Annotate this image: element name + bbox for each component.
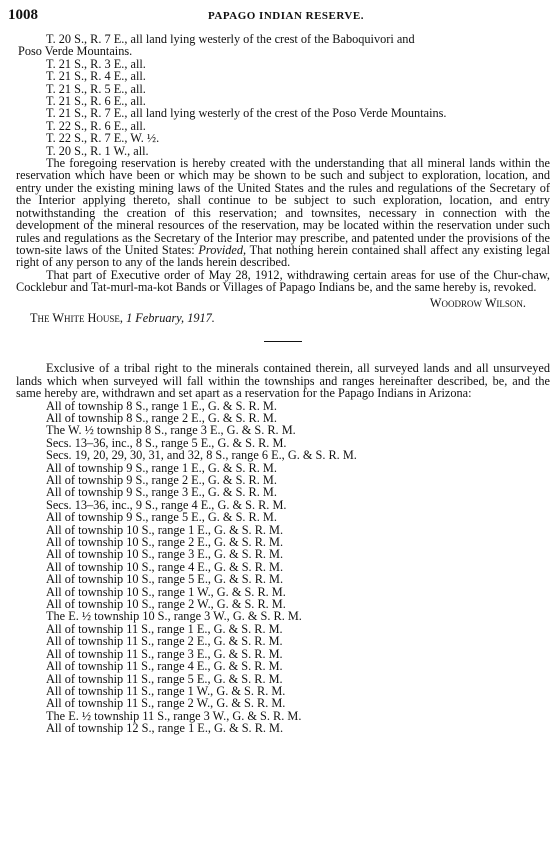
land-item: Secs. 13–36, inc., 9 S., range 4 E., G. & S. R. M. — [46, 497, 287, 512]
land-item: All of township 10 S., range 2 E., G. & S. R. M. — [46, 535, 284, 550]
township-item: T. 21 S., R. 3 E., all. — [46, 56, 146, 71]
running-title: PAPAGO INDIAN RESERVE. — [208, 10, 364, 22]
place-and-date — [16, 312, 550, 324]
land-item: All of township 9 S., range 5 E., G. & S. R. M. — [46, 510, 277, 525]
land-item: All of township 10 S., range 2 W., G. & S. R. M. — [46, 597, 286, 612]
land-item: All of township 11 S., range 2 W., G. & S. R. M. — [46, 696, 286, 711]
mineral-lands-paragraph — [16, 157, 550, 269]
land-list — [16, 400, 550, 735]
land-item: All of township 10 S., range 1 W., G. & S. R. M. — [46, 584, 286, 599]
township-item: T. 21 S., R. 4 E., all. — [46, 69, 146, 84]
land-item: All of township 10 S., range 5 E., G. & S. R. M. — [46, 572, 284, 587]
land-item: The E. ½ township 11 S., range 3 W., G. & S. R. M. — [46, 708, 302, 723]
land-item: All of township 9 S., range 2 E., G. & S. R. M. — [46, 473, 277, 487]
land-item: The E. ½ township 10 S., range 3 W., G. & S. R. M. — [46, 609, 302, 624]
land-item: All of township 9 S., range 1 E., G. & S. R. M. — [46, 460, 277, 475]
land-item: The W. ½ township 8 S., range 3 E., G. & S. R. M. — [46, 423, 296, 438]
land-item: All of township 8 S., range 2 E., G. & S. R. M. — [46, 410, 277, 425]
revocation-paragraph: That part of Executive order of May 28, 1912, withdrawing certain areas for use of the Chur-chaw, Cocklebur and Tat-murl-ma-kot Bands or Villages of Papago Indians be, and the same hereby is, revoked. — [16, 267, 550, 295]
land-item: All of township 11 S., range 5 E., G. & S. R. M. — [46, 671, 283, 686]
township-line-continuation: Poso Verde Mountains. — [18, 44, 133, 59]
land-item: All of township 11 S., range 1 W., G. & S. R. M. — [46, 683, 286, 698]
township-item: T. 21 S., R. 6 E., all. — [46, 94, 146, 109]
land-item: All of township 11 S., range 1 E., G. & S. R. M. — [46, 621, 283, 636]
page-number: 1008 — [8, 7, 38, 23]
withdrawal-intro-paragraph: Exclusive of a tribal right to the minerals contained therein, all surveyed lands and all unsurveyed lands which when surveyed will fall within the townships and ranges hereinafter described, be, and the same hereby are, withdrawn and set apart as a reservation for the Papago Indians in Arizona: — [16, 361, 550, 401]
township-line: T. 20 S., R. 7 E., all land lying westerly of the crest of the Baboquivori and — [46, 32, 415, 46]
land-item: All of township 11 S., range 4 E., G. & S. R. M. — [46, 659, 283, 674]
section-divider — [264, 341, 302, 342]
township-item: T. 22 S., R. 7 E., W. ½. — [46, 131, 160, 146]
land-item: All of township 11 S., range 3 E., G. & S. R. M. — [46, 646, 283, 661]
mineral-text-before: The foregoing reservation is hereby created with the understanding that all mineral lands within the reservation which have been or which may be shown to be such and subject to exploration, location, and entry under the existing mining laws of the United States and the rules and regulations of the Secretary of the Interior applying thereto, shall continue to be subject to such exploration, location, and entry notwithstanding the creation of this reservation; and townsites, necessary in connection with the development of the mineral resources of the reservation, may be located within the reservation under such rules and regulations as the Secretary of the Interior may prescribe, and patented under the provisions of the town-site laws of the United States: — [16, 156, 550, 257]
signature: Woodrow Wilson. — [429, 295, 526, 310]
land-item: All of township 10 S., range 1 E., G. & S. R. M. — [46, 522, 284, 537]
township-item: T. 22 S., R. 6 E., all. — [46, 118, 146, 133]
township-list — [16, 58, 550, 157]
place: The White House, — [30, 310, 123, 325]
mineral-text-after: That nothing herein contained shall affect any existing legal right of any person to any of the lands herein described. — [16, 242, 550, 270]
land-item: All of township 10 S., range 4 E., G. & S. R. M. — [46, 559, 284, 574]
land-item: Secs. 19, 20, 29, 30, 31, and 32, 8 S., range 6 E., G. & S. R. M. — [46, 448, 357, 463]
proviso-word: Provided, — [198, 242, 247, 257]
land-item: All of township 10 S., range 3 E., G. & S. R. M. — [46, 547, 284, 562]
township-item: T. 21 S., R. 5 E., all. — [46, 81, 146, 96]
page-body — [16, 33, 550, 735]
township-item: T. 20 S., R. 1 W., all. — [46, 143, 149, 158]
township-item: T. 21 S., R. 7 E., all land lying westerly of the crest of the Poso Verde Mountains. — [46, 106, 447, 121]
land-item: All of township 8 S., range 1 E., G. & S. R. M. — [46, 398, 277, 413]
land-item: All of township 11 S., range 2 E., G. & S. R. M. — [46, 634, 283, 649]
land-item: Secs. 13–36, inc., 8 S., range 5 E., G. & S. R. M. — [46, 435, 287, 450]
land-item: All of township 9 S., range 3 E., G. & S. R. M. — [46, 485, 277, 500]
first-section — [16, 33, 550, 324]
page-header — [8, 7, 550, 25]
second-section — [16, 362, 550, 734]
land-item: All of township 12 S., range 1 E., G. & S. R. M. — [46, 721, 284, 736]
date: 1 February, 1917. — [123, 310, 215, 325]
